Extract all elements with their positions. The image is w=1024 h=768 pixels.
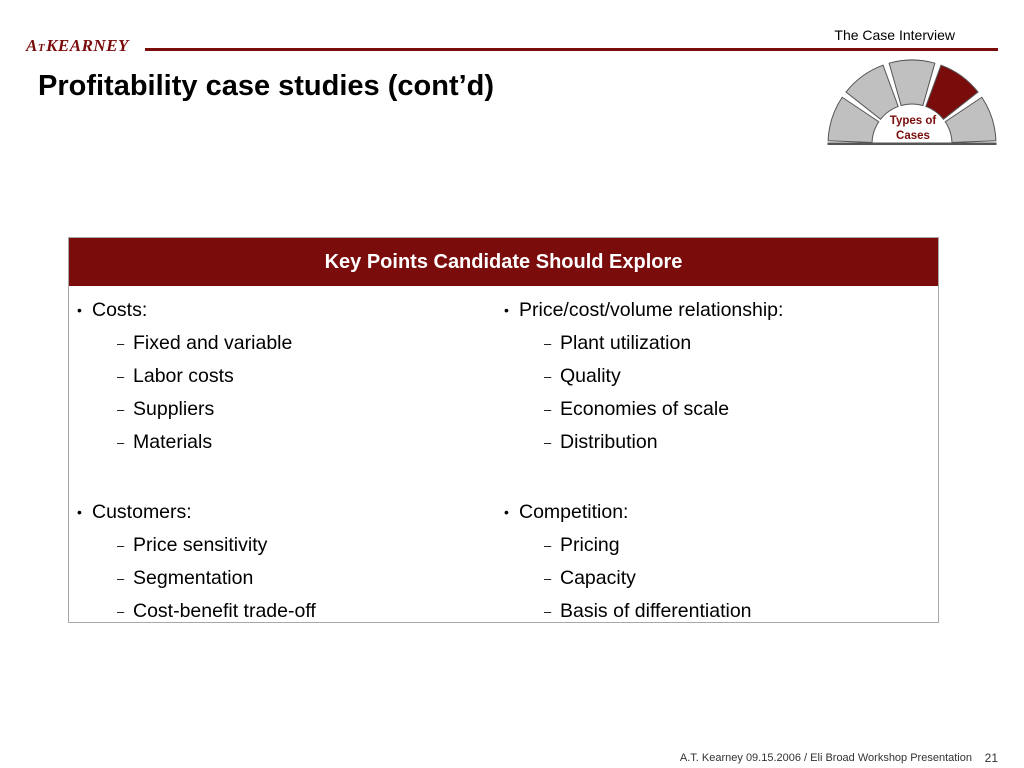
- sub-point: [77, 360, 496, 393]
- dash-icon: –: [117, 435, 125, 450]
- dash-icon: –: [544, 369, 552, 384]
- sub-point-label: Materials: [133, 431, 213, 453]
- sub-point: [77, 327, 496, 360]
- topic-label: Costs:: [92, 299, 148, 321]
- sub-point-label: Cost-benefit trade-off: [133, 600, 316, 622]
- key-points-table: [68, 237, 939, 623]
- footer-text: A.T. Kearney 09.15.2006 / Eli Broad Workshop Presentation: [679, 752, 972, 764]
- dash-icon: –: [544, 538, 552, 553]
- dash-icon: –: [117, 369, 125, 384]
- dash-icon: –: [544, 604, 552, 619]
- topic-group: [77, 496, 496, 628]
- sub-point: [77, 562, 496, 595]
- section-label: The Case Interview: [834, 27, 955, 43]
- sub-point: [77, 595, 496, 628]
- right-column: [496, 294, 923, 665]
- dash-icon: –: [544, 435, 552, 450]
- bullet-icon: •: [77, 504, 82, 520]
- topic-group: [77, 294, 496, 459]
- topic-label: Customers:: [92, 501, 192, 523]
- sub-point-label: Basis of differentiation: [560, 600, 752, 622]
- page-number: 21: [984, 751, 998, 765]
- sub-point: [504, 426, 923, 459]
- sub-point: [504, 393, 923, 426]
- sub-point: [504, 529, 923, 562]
- sub-point-label: Economies of scale: [560, 398, 730, 420]
- sub-point-label: Price sensitivity: [133, 534, 268, 556]
- topic-group: [504, 294, 923, 459]
- sub-point-label: Suppliers: [133, 398, 215, 420]
- sub-point: [504, 327, 923, 360]
- bullet-icon: •: [77, 302, 82, 318]
- dash-icon: –: [117, 571, 125, 586]
- topic-bullet: [77, 496, 496, 529]
- sub-point-label: Segmentation: [133, 567, 254, 589]
- sub-point: [77, 393, 496, 426]
- topic-label: Price/cost/volume relationship:: [519, 299, 784, 321]
- sub-point: [77, 529, 496, 562]
- sub-point-label: Plant utilization: [560, 332, 692, 354]
- sub-point: [504, 595, 923, 628]
- sub-point: [77, 426, 496, 459]
- sub-point-label: Labor costs: [133, 365, 234, 387]
- sub-point: [504, 562, 923, 595]
- dash-icon: –: [544, 402, 552, 417]
- table-header: Key Points Candidate Should Explore: [69, 238, 938, 286]
- topic-bullet: [504, 294, 923, 327]
- sub-point-label: Distribution: [560, 431, 658, 453]
- sub-point-label: Pricing: [560, 534, 620, 556]
- company-logo: ATKEARNEY: [26, 36, 129, 55]
- gauge-label: Types of Cases: [889, 115, 937, 142]
- dash-icon: –: [117, 402, 125, 417]
- sub-point: [504, 360, 923, 393]
- dash-icon: –: [544, 571, 552, 586]
- header-rule: [145, 48, 998, 51]
- dash-icon: –: [544, 336, 552, 351]
- dash-icon: –: [117, 604, 125, 619]
- gauge-segment: [889, 60, 935, 106]
- left-column: [69, 294, 496, 665]
- topic-group: [504, 496, 923, 628]
- topic-label: Competition:: [519, 501, 629, 523]
- sub-point-label: Fixed and variable: [133, 332, 293, 354]
- bullet-icon: •: [504, 504, 509, 520]
- dash-icon: –: [117, 336, 125, 351]
- topic-bullet: [504, 496, 923, 529]
- sub-point-label: Quality: [560, 365, 621, 387]
- page-title: Profitability case studies (cont’d): [38, 70, 495, 102]
- sub-point-label: Capacity: [560, 567, 636, 589]
- bullet-icon: •: [504, 302, 509, 318]
- dash-icon: –: [117, 538, 125, 553]
- topic-bullet: [77, 294, 496, 327]
